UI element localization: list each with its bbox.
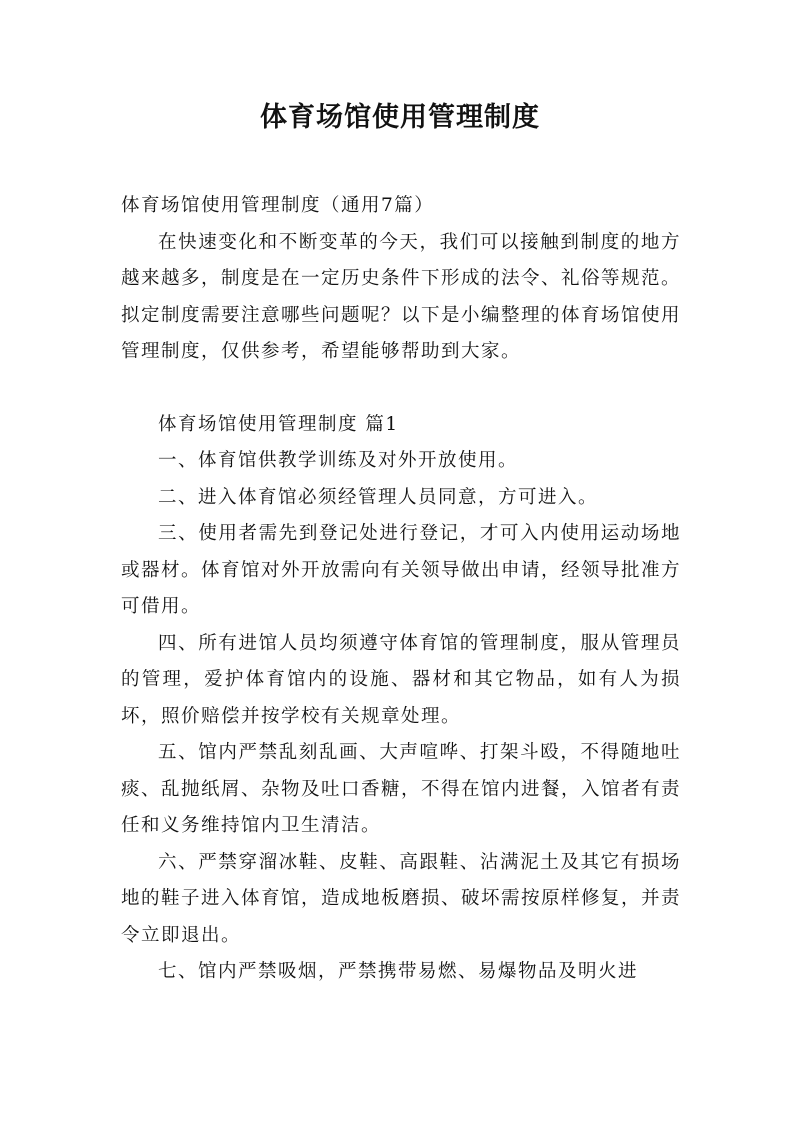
rule-paragraph-6: 六、严禁穿溜冰鞋、皮鞋、高跟鞋、沾满泥土及其它有损场地的鞋子进入体育馆，造成地板磨损、破坏需按原样修复，并责令立即退出。 [121,851,682,946]
section-title: 体育场馆使用管理制度 篇1 [158,413,399,435]
rule-paragraph-7: 七、馆内严禁吸烟，严禁携带易燃、易爆物品及明火进 [158,961,639,982]
rule-paragraph-4: 四、所有进馆人员均须遵守体育馆的管理制度，服从管理员的管理，爱护体育馆内的设施、器材和其它物品，如有人为损坏，照价赔偿并按学校有关规章处理。 [121,632,681,727]
rule-paragraph-5: 五、馆内严禁乱刻乱画、大声喧哗、打架斗殴，不得随地吐痰、乱抛纸屑、杂物及吐口香糖，不得在馆内进餐，入馆者有责任和义务维持馆内卫生清洁。 [121,742,682,836]
intro-paragraph: 在快速变化和不断变革的今天，我们可以接触到制度的地方越来越多，制度是在一定历史条件下形成的法令、礼俗等规范。拟定制度需要注意哪些问题呢？以下是小编整理的体育场馆使用管理制度，仅供参考，希望能够帮助到大家。 [121,231,682,362]
rule-paragraph-3: 三、使用者需先到登记处进行登记，才可入内使用运动场地或器材。体育馆对外开放需向有关领导做出申请，经领导批准方可借用。 [121,523,682,617]
rule-paragraph-1: 一、体育馆供教学训练及对外开放使用。 [158,450,519,471]
document-title: 体育场馆使用管理制度 [260,102,540,133]
intro-heading: 体育场馆使用管理制度（通用7篇） [121,195,435,216]
document-body [121,188,681,991]
rule-paragraph-2: 二、进入体育馆必须经管理人员同意，方可进入。 [158,486,599,508]
